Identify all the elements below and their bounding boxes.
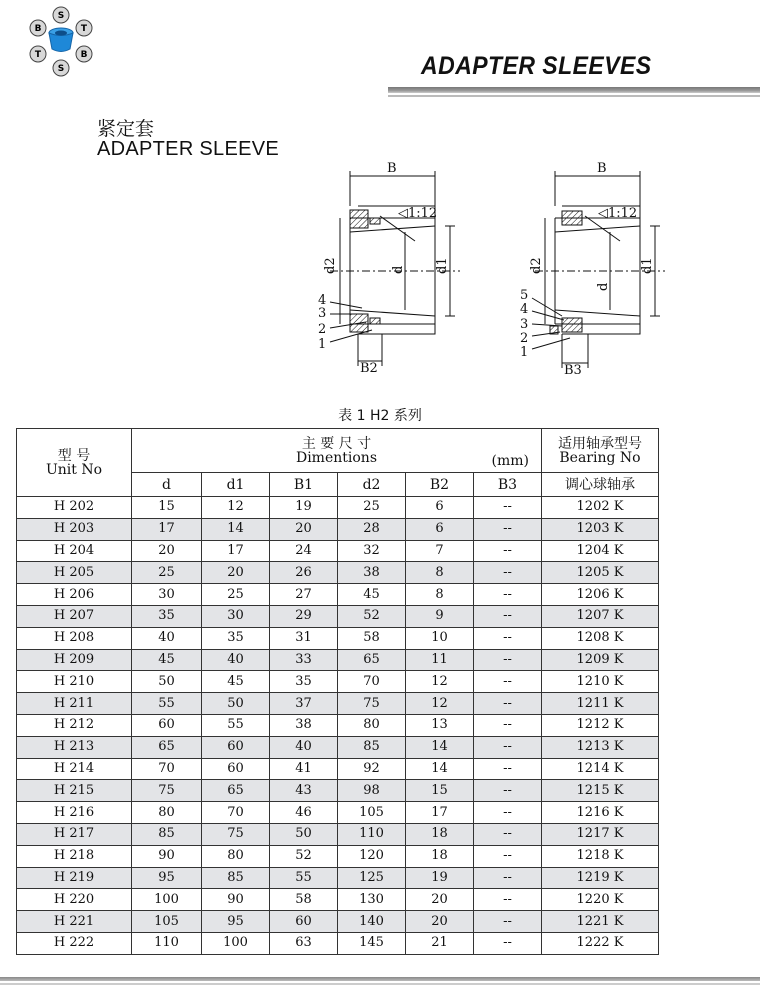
table-cell: 75 bbox=[202, 823, 270, 845]
table-cell: 50 bbox=[270, 823, 338, 845]
table-cell: 6 bbox=[406, 497, 474, 519]
table-cell: 55 bbox=[132, 693, 202, 715]
header-divider bbox=[388, 87, 760, 93]
table-cell: -- bbox=[474, 693, 542, 715]
table-cell: 85 bbox=[132, 823, 202, 845]
col-header: B1 bbox=[270, 473, 338, 497]
table-cell: 80 bbox=[132, 802, 202, 824]
table-cell: 41 bbox=[270, 758, 338, 780]
header-bearing-cn: 适用轴承型号 bbox=[558, 435, 642, 452]
table-cell: H 221 bbox=[17, 911, 132, 933]
table-cell: 100 bbox=[132, 889, 202, 911]
table-cell: 75 bbox=[338, 693, 406, 715]
table-cell: 40 bbox=[132, 627, 202, 649]
section-title-en: ADAPTER SLEEVE bbox=[97, 138, 280, 160]
table-cell: 125 bbox=[338, 867, 406, 889]
table-cell: 15 bbox=[132, 497, 202, 519]
part-number: 3 bbox=[318, 306, 327, 321]
part-number: 4 bbox=[318, 293, 327, 308]
table-cell: 92 bbox=[338, 758, 406, 780]
table-row bbox=[17, 649, 659, 671]
logo-letter: S bbox=[57, 11, 65, 21]
table-cell: 55 bbox=[202, 714, 270, 736]
table-cell: 11 bbox=[406, 649, 474, 671]
table-row bbox=[17, 584, 659, 606]
table-cell: 1211 K bbox=[542, 693, 659, 715]
table-cell: 63 bbox=[270, 932, 338, 954]
table-cell: 1213 K bbox=[542, 736, 659, 758]
table-cell: 35 bbox=[270, 671, 338, 693]
table-cell: 70 bbox=[338, 671, 406, 693]
logo-letter: B bbox=[80, 50, 88, 60]
table-cell: 95 bbox=[202, 911, 270, 933]
table-body bbox=[17, 497, 659, 955]
table-cell: 46 bbox=[270, 802, 338, 824]
table-row bbox=[17, 932, 659, 954]
table-row bbox=[17, 627, 659, 649]
table-cell: 60 bbox=[202, 736, 270, 758]
table-cell: 20 bbox=[406, 889, 474, 911]
table-row bbox=[17, 605, 659, 627]
table-row bbox=[17, 823, 659, 845]
table-cell: -- bbox=[474, 540, 542, 562]
table-cell: -- bbox=[474, 911, 542, 933]
header-dimensions bbox=[132, 429, 542, 473]
taper-label: ◁1:12 bbox=[398, 206, 438, 221]
part-number: 1 bbox=[520, 345, 529, 360]
table-cell: 1214 K bbox=[542, 758, 659, 780]
table-cell: 20 bbox=[270, 518, 338, 540]
table-cell: 17 bbox=[406, 802, 474, 824]
table-cell: 70 bbox=[202, 802, 270, 824]
footer-divider bbox=[0, 983, 760, 985]
table-cell: -- bbox=[474, 736, 542, 758]
table-cell: 14 bbox=[406, 758, 474, 780]
table-cell: 60 bbox=[202, 758, 270, 780]
table-cell: 120 bbox=[338, 845, 406, 867]
table-cell: 58 bbox=[270, 889, 338, 911]
adapter-sleeve-drawing bbox=[300, 156, 680, 386]
footer-divider bbox=[0, 977, 760, 981]
table-cell: 25 bbox=[202, 584, 270, 606]
table-cell: 1217 K bbox=[542, 823, 659, 845]
dim-label-B3: B3 bbox=[564, 363, 582, 378]
table-cell: -- bbox=[474, 780, 542, 802]
table-cell: -- bbox=[474, 758, 542, 780]
dim-label-d: d bbox=[391, 265, 406, 274]
table-cell: 60 bbox=[132, 714, 202, 736]
logo-letter: T bbox=[80, 24, 88, 34]
table-cell: 80 bbox=[338, 714, 406, 736]
adapter-sleeve-spec-table bbox=[16, 428, 659, 955]
dim-label-d2: d2 bbox=[529, 257, 544, 274]
table-cell: -- bbox=[474, 605, 542, 627]
table-cell: 90 bbox=[132, 845, 202, 867]
dim-label-d: d bbox=[596, 282, 611, 291]
table-cell: 8 bbox=[406, 584, 474, 606]
taper-label: ◁1:12 bbox=[598, 206, 638, 221]
table-cell: -- bbox=[474, 671, 542, 693]
table-cell: 1222 K bbox=[542, 932, 659, 954]
section-title-cn: 紧定套 bbox=[97, 118, 155, 140]
table-cell: H 208 bbox=[17, 627, 132, 649]
table-cell: -- bbox=[474, 823, 542, 845]
table-cell: 1205 K bbox=[542, 562, 659, 584]
table-cell: 80 bbox=[202, 845, 270, 867]
table-cell: 20 bbox=[406, 911, 474, 933]
table-cell: 13 bbox=[406, 714, 474, 736]
table-row bbox=[17, 693, 659, 715]
table-cell: 1212 K bbox=[542, 714, 659, 736]
table-caption: 表 1 H2 系列 bbox=[338, 408, 422, 424]
logo-letter: T bbox=[34, 50, 42, 60]
table-cell: -- bbox=[474, 562, 542, 584]
header-dims-en: Dimentions bbox=[295, 449, 377, 466]
table-cell: 45 bbox=[338, 584, 406, 606]
part-number: 3 bbox=[520, 317, 529, 332]
dim-label-d2: d2 bbox=[323, 257, 338, 274]
table-cell: 1204 K bbox=[542, 540, 659, 562]
header-model-en: Unit No bbox=[45, 461, 103, 478]
table-cell: 31 bbox=[270, 627, 338, 649]
part-number: 4 bbox=[520, 302, 529, 317]
table-row bbox=[17, 540, 659, 562]
table-cell: 12 bbox=[406, 671, 474, 693]
table-row bbox=[17, 758, 659, 780]
table-cell: -- bbox=[474, 932, 542, 954]
table-cell: H 220 bbox=[17, 889, 132, 911]
table-cell: 14 bbox=[406, 736, 474, 758]
table-cell: 35 bbox=[202, 627, 270, 649]
table-cell: 9 bbox=[406, 605, 474, 627]
header-unit: (mm) bbox=[491, 453, 529, 469]
part-number: 2 bbox=[318, 322, 327, 337]
table-cell: 38 bbox=[338, 562, 406, 584]
page-header-title: ADAPTER SLEEVES bbox=[421, 52, 652, 80]
table-cell: 32 bbox=[338, 540, 406, 562]
table-cell: H 212 bbox=[17, 714, 132, 736]
table-cell: 105 bbox=[132, 911, 202, 933]
header-model-cn: 型 号 bbox=[57, 447, 91, 464]
table-cell: -- bbox=[474, 649, 542, 671]
table-cell: 100 bbox=[202, 932, 270, 954]
table-cell: 19 bbox=[270, 497, 338, 519]
table-cell: 45 bbox=[132, 649, 202, 671]
table-cell: 18 bbox=[406, 845, 474, 867]
dim-label-B: B bbox=[387, 161, 397, 176]
table-cell: 110 bbox=[338, 823, 406, 845]
table-cell: 25 bbox=[132, 562, 202, 584]
table-cell: -- bbox=[474, 497, 542, 519]
table-cell: H 219 bbox=[17, 867, 132, 889]
table-row bbox=[17, 736, 659, 758]
table-cell: 27 bbox=[270, 584, 338, 606]
table-cell: -- bbox=[474, 867, 542, 889]
table-cell: 12 bbox=[202, 497, 270, 519]
table-cell: 12 bbox=[406, 693, 474, 715]
table-cell: H 210 bbox=[17, 671, 132, 693]
table-cell: 19 bbox=[406, 867, 474, 889]
col-header: d2 bbox=[338, 473, 406, 497]
table-cell: 130 bbox=[338, 889, 406, 911]
table-cell: 98 bbox=[338, 780, 406, 802]
table-cell: H 207 bbox=[17, 605, 132, 627]
table-row bbox=[17, 867, 659, 889]
table-cell: 85 bbox=[202, 867, 270, 889]
table-cell: -- bbox=[474, 518, 542, 540]
table-cell: H 214 bbox=[17, 758, 132, 780]
table-row bbox=[17, 802, 659, 824]
table-cell: 105 bbox=[338, 802, 406, 824]
table-cell: 85 bbox=[338, 736, 406, 758]
table-cell: 1206 K bbox=[542, 584, 659, 606]
table-cell: 17 bbox=[132, 518, 202, 540]
table-cell: 37 bbox=[270, 693, 338, 715]
table-cell: 50 bbox=[132, 671, 202, 693]
table-cell: 140 bbox=[338, 911, 406, 933]
table-cell: 28 bbox=[338, 518, 406, 540]
col-header: d1 bbox=[202, 473, 270, 497]
table-cell: 65 bbox=[132, 736, 202, 758]
table-cell: 145 bbox=[338, 932, 406, 954]
table-cell: 1203 K bbox=[542, 518, 659, 540]
table-cell: 45 bbox=[202, 671, 270, 693]
table-cell: 18 bbox=[406, 823, 474, 845]
col-header: d bbox=[132, 473, 202, 497]
table-cell: 90 bbox=[202, 889, 270, 911]
table-row bbox=[17, 671, 659, 693]
dim-label-B2: B2 bbox=[360, 361, 378, 376]
table-cell: 52 bbox=[270, 845, 338, 867]
logo-letter: B bbox=[34, 24, 42, 34]
table-cell: 43 bbox=[270, 780, 338, 802]
part-number: 5 bbox=[520, 288, 529, 303]
table-cell: 65 bbox=[338, 649, 406, 671]
header-bearing-en: Bearing No bbox=[559, 449, 641, 466]
table-cell: H 222 bbox=[17, 932, 132, 954]
table-row bbox=[17, 497, 659, 519]
table-cell: H 203 bbox=[17, 518, 132, 540]
table-cell: -- bbox=[474, 584, 542, 606]
table-cell: 10 bbox=[406, 627, 474, 649]
table-cell: -- bbox=[474, 889, 542, 911]
table-cell: 55 bbox=[270, 867, 338, 889]
table-cell: 14 bbox=[202, 518, 270, 540]
table-cell: H 204 bbox=[17, 540, 132, 562]
table-cell: 33 bbox=[270, 649, 338, 671]
table-cell: 1219 K bbox=[542, 867, 659, 889]
table-cell: 15 bbox=[406, 780, 474, 802]
logo-letter: S bbox=[57, 64, 65, 74]
table-cell: H 218 bbox=[17, 845, 132, 867]
table-cell: 40 bbox=[202, 649, 270, 671]
table-cell: -- bbox=[474, 845, 542, 867]
table-row bbox=[17, 911, 659, 933]
part-number: 2 bbox=[520, 331, 529, 346]
table-row bbox=[17, 714, 659, 736]
table-row bbox=[17, 562, 659, 584]
table-cell: 35 bbox=[132, 605, 202, 627]
table-cell: 52 bbox=[338, 605, 406, 627]
table-cell: 70 bbox=[132, 758, 202, 780]
header-model bbox=[17, 429, 132, 497]
part-number: 1 bbox=[318, 337, 327, 352]
header-bearing bbox=[542, 429, 659, 473]
table-cell: H 213 bbox=[17, 736, 132, 758]
col-header: B3 bbox=[474, 473, 542, 497]
col-header-bearing-type: 调心球轴承 bbox=[542, 473, 659, 497]
table-cell: 17 bbox=[202, 540, 270, 562]
table-cell: 1210 K bbox=[542, 671, 659, 693]
table-cell: 110 bbox=[132, 932, 202, 954]
table-cell: H 202 bbox=[17, 497, 132, 519]
table-cell: 1216 K bbox=[542, 802, 659, 824]
table-cell: 6 bbox=[406, 518, 474, 540]
table-cell: 40 bbox=[270, 736, 338, 758]
col-header: B2 bbox=[406, 473, 474, 497]
table-cell: 20 bbox=[202, 562, 270, 584]
table-cell: H 217 bbox=[17, 823, 132, 845]
table-cell: 30 bbox=[202, 605, 270, 627]
table-cell: 25 bbox=[338, 497, 406, 519]
table-cell: H 205 bbox=[17, 562, 132, 584]
table-cell: 75 bbox=[132, 780, 202, 802]
table-row bbox=[17, 889, 659, 911]
table-cell: 1208 K bbox=[542, 627, 659, 649]
dim-label-B: B bbox=[597, 161, 607, 176]
table-cell: 29 bbox=[270, 605, 338, 627]
table-cell: 65 bbox=[202, 780, 270, 802]
table-cell: H 216 bbox=[17, 802, 132, 824]
table-cell: 26 bbox=[270, 562, 338, 584]
table-cell: 1220 K bbox=[542, 889, 659, 911]
table-cell: 58 bbox=[338, 627, 406, 649]
dim-label-d1: d1 bbox=[435, 257, 450, 274]
table-cell: -- bbox=[474, 802, 542, 824]
table-cell: 24 bbox=[270, 540, 338, 562]
table-cell: 1207 K bbox=[542, 605, 659, 627]
dim-label-d1: d1 bbox=[640, 257, 655, 274]
table-cell: 1215 K bbox=[542, 780, 659, 802]
company-logo bbox=[22, 6, 100, 78]
table-cell: 21 bbox=[406, 932, 474, 954]
table-cell: 7 bbox=[406, 540, 474, 562]
table-cell: H 206 bbox=[17, 584, 132, 606]
header-divider bbox=[388, 95, 760, 97]
table-row bbox=[17, 780, 659, 802]
table-cell: 60 bbox=[270, 911, 338, 933]
table-cell: H 215 bbox=[17, 780, 132, 802]
table-cell: 95 bbox=[132, 867, 202, 889]
table-cell: -- bbox=[474, 714, 542, 736]
table-cell: 50 bbox=[202, 693, 270, 715]
table-cell: 1209 K bbox=[542, 649, 659, 671]
table-cell: -- bbox=[474, 627, 542, 649]
table-cell: 38 bbox=[270, 714, 338, 736]
table-cell: 1218 K bbox=[542, 845, 659, 867]
table-cell: 8 bbox=[406, 562, 474, 584]
table-row bbox=[17, 518, 659, 540]
table-row bbox=[17, 845, 659, 867]
table-cell: 20 bbox=[132, 540, 202, 562]
table-cell: H 209 bbox=[17, 649, 132, 671]
header-dims-cn: 主 要 尺 寸 bbox=[301, 435, 372, 452]
table-cell: H 211 bbox=[17, 693, 132, 715]
table-cell: 30 bbox=[132, 584, 202, 606]
table-cell: 1202 K bbox=[542, 497, 659, 519]
table-cell: 1221 K bbox=[542, 911, 659, 933]
